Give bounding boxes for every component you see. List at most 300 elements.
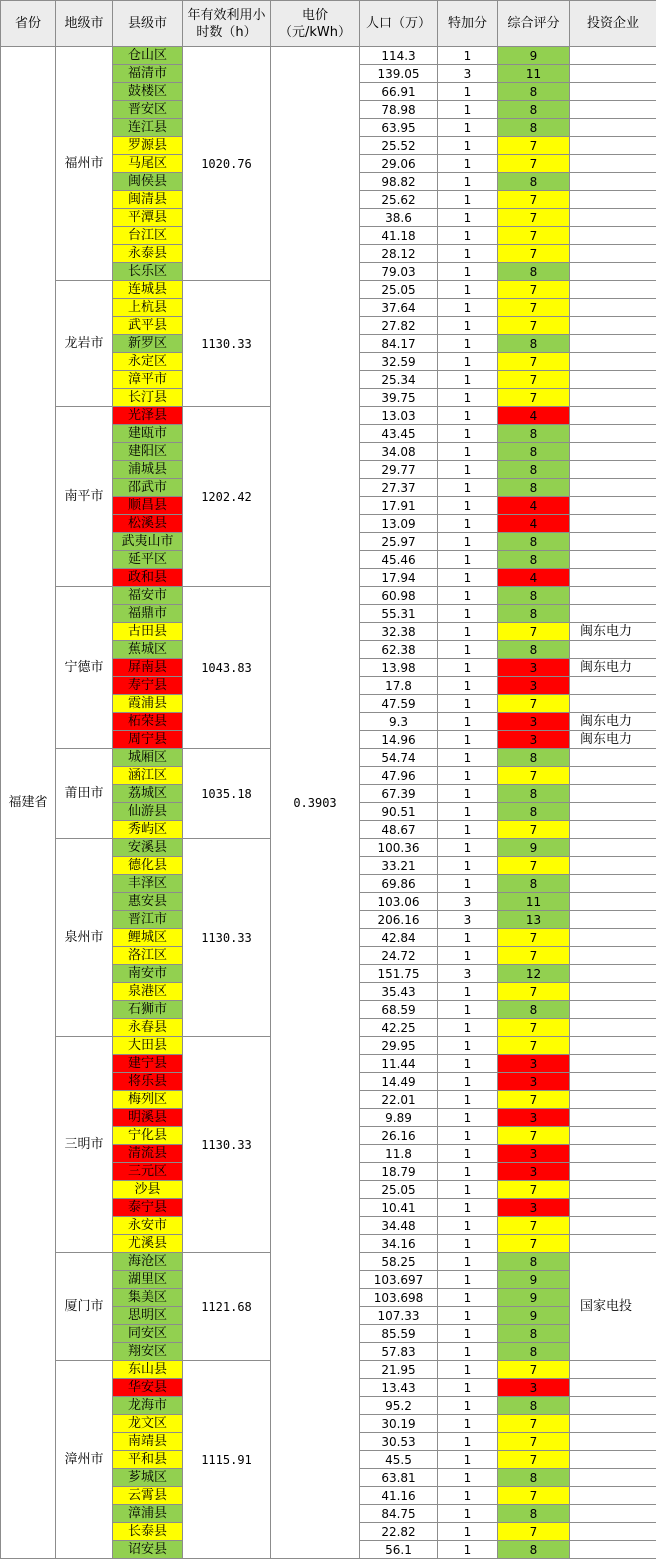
population-cell: 38.6 [360,209,438,227]
population-cell: 45.46 [360,551,438,569]
bonus-cell: 1 [438,1199,498,1217]
investor-cell [570,389,656,407]
population-cell: 58.25 [360,1253,438,1271]
county-cell: 云霄县 [113,1487,183,1505]
bonus-cell: 1 [438,1145,498,1163]
population-cell: 13.98 [360,659,438,677]
bonus-cell: 1 [438,857,498,875]
investor-cell [570,767,656,785]
score-cell: 3 [498,731,570,749]
investor-cell [570,965,656,983]
county-cell: 鲤城区 [113,929,183,947]
population-cell: 17.91 [360,497,438,515]
county-cell: 城厢区 [113,749,183,767]
population-cell: 11.8 [360,1145,438,1163]
investor-cell [570,875,656,893]
bonus-cell: 1 [438,569,498,587]
bonus-cell: 1 [438,497,498,515]
score-cell: 7 [498,767,570,785]
county-cell: 永泰县 [113,245,183,263]
county-cell: 惠安县 [113,893,183,911]
investor-cell [570,803,656,821]
score-cell: 8 [498,1253,570,1271]
score-cell: 7 [498,1019,570,1037]
population-cell: 32.38 [360,623,438,641]
city-cell: 厦门市 [56,1253,113,1361]
population-cell: 69.86 [360,875,438,893]
score-cell: 7 [498,1217,570,1235]
score-cell: 7 [498,623,570,641]
header-county: 县级市 [113,1,183,47]
bonus-cell: 1 [438,551,498,569]
county-cell: 闽侯县 [113,173,183,191]
county-cell: 漳浦县 [113,1505,183,1523]
bonus-cell: 1 [438,317,498,335]
investor-cell: 闽东电力 [570,713,656,731]
county-cell: 南靖县 [113,1433,183,1451]
score-cell: 8 [498,1541,570,1559]
county-cell: 古田县 [113,623,183,641]
population-cell: 30.19 [360,1415,438,1433]
bonus-cell: 1 [438,1379,498,1397]
bonus-cell: 1 [438,1163,498,1181]
bonus-cell: 1 [438,461,498,479]
population-cell: 37.64 [360,299,438,317]
hours-cell: 1130.33 [183,281,271,407]
score-cell: 8 [498,1001,570,1019]
score-cell: 7 [498,857,570,875]
population-cell: 14.96 [360,731,438,749]
population-cell: 24.72 [360,947,438,965]
population-cell: 34.08 [360,443,438,461]
score-cell: 4 [498,515,570,533]
investor-cell [570,1163,656,1181]
bonus-cell: 1 [438,101,498,119]
bonus-cell: 1 [438,749,498,767]
population-cell: 13.09 [360,515,438,533]
population-cell: 25.52 [360,137,438,155]
county-cell: 翔安区 [113,1343,183,1361]
population-cell: 29.95 [360,1037,438,1055]
population-cell: 22.01 [360,1091,438,1109]
bonus-cell: 1 [438,623,498,641]
investor-cell [570,839,656,857]
population-cell: 29.77 [360,461,438,479]
investor-cell: 国家电投 [570,1253,656,1361]
score-cell: 8 [498,785,570,803]
investor-cell [570,191,656,209]
population-cell: 47.59 [360,695,438,713]
investor-cell [570,1487,656,1505]
hours-cell: 1043.83 [183,587,271,749]
county-cell: 仓山区 [113,47,183,65]
bonus-cell: 1 [438,803,498,821]
bonus-cell: 1 [438,641,498,659]
header-row [1,1,656,47]
score-cell: 7 [498,227,570,245]
county-cell: 沙县 [113,1181,183,1199]
population-cell: 9.89 [360,1109,438,1127]
population-cell: 26.16 [360,1127,438,1145]
population-cell: 47.96 [360,767,438,785]
county-cell: 石狮市 [113,1001,183,1019]
bonus-cell: 1 [438,587,498,605]
bonus-cell: 1 [438,1037,498,1055]
investor-cell [570,317,656,335]
investor-cell [570,1055,656,1073]
county-cell: 华安县 [113,1379,183,1397]
investor-cell [570,1181,656,1199]
investor-cell [570,479,656,497]
header-investor: 投资企业 [570,1,656,47]
population-cell: 103.698 [360,1289,438,1307]
county-cell: 连城县 [113,281,183,299]
county-cell: 漳平市 [113,371,183,389]
population-cell: 100.36 [360,839,438,857]
score-cell: 7 [498,1037,570,1055]
county-cell: 三元区 [113,1163,183,1181]
investor-cell [570,947,656,965]
investor-cell [570,533,656,551]
investor-cell [570,371,656,389]
population-cell: 78.98 [360,101,438,119]
population-cell: 41.18 [360,227,438,245]
score-cell: 12 [498,965,570,983]
bonus-cell: 1 [438,659,498,677]
bonus-cell: 3 [438,911,498,929]
population-cell: 90.51 [360,803,438,821]
investor-cell [570,1523,656,1541]
investor-cell [570,497,656,515]
city-cell: 宁德市 [56,587,113,749]
investor-cell [570,119,656,137]
investor-cell [570,1505,656,1523]
bonus-cell: 1 [438,407,498,425]
score-cell: 4 [498,497,570,515]
population-cell: 85.59 [360,1325,438,1343]
score-cell: 3 [498,1199,570,1217]
city-cell: 漳州市 [56,1361,113,1559]
investor-cell [570,65,656,83]
score-cell: 7 [498,1235,570,1253]
population-cell: 13.43 [360,1379,438,1397]
county-cell: 屏南县 [113,659,183,677]
hours-cell: 1130.33 [183,1037,271,1253]
investor-cell [570,173,656,191]
bonus-cell: 1 [438,1469,498,1487]
county-cell: 尤溪县 [113,1235,183,1253]
county-cell: 大田县 [113,1037,183,1055]
score-cell: 7 [498,1415,570,1433]
investor-cell [570,443,656,461]
investor-cell [570,1127,656,1145]
population-cell: 60.98 [360,587,438,605]
score-cell: 8 [498,1397,570,1415]
score-cell: 7 [498,695,570,713]
bonus-cell: 1 [438,281,498,299]
population-cell: 25.05 [360,1181,438,1199]
bonus-cell: 1 [438,1505,498,1523]
score-cell: 7 [498,1181,570,1199]
score-cell: 3 [498,1145,570,1163]
population-cell: 139.05 [360,65,438,83]
hours-cell: 1202.42 [183,407,271,587]
investor-cell [570,587,656,605]
population-cell: 11.44 [360,1055,438,1073]
bonus-cell: 1 [438,1127,498,1145]
header-price: 电价（元/kWh） [271,1,360,47]
population-cell: 42.84 [360,929,438,947]
hours-cell: 1020.76 [183,47,271,281]
table-body [1,47,656,1559]
bonus-cell: 1 [438,1523,498,1541]
investor-cell [570,299,656,317]
header-hours: 年有效利用小时数（h） [183,1,271,47]
county-cell: 建宁县 [113,1055,183,1073]
header-population: 人口（万） [360,1,438,47]
investor-cell [570,641,656,659]
county-cell: 蕉城区 [113,641,183,659]
county-cell: 福安市 [113,587,183,605]
bonus-cell: 1 [438,983,498,1001]
bonus-cell: 1 [438,731,498,749]
score-cell: 7 [498,1487,570,1505]
population-cell: 45.5 [360,1451,438,1469]
population-cell: 67.39 [360,785,438,803]
score-cell: 7 [498,1091,570,1109]
bonus-cell: 1 [438,371,498,389]
bonus-cell: 1 [438,1109,498,1127]
score-cell: 9 [498,47,570,65]
investor-cell [570,1109,656,1127]
investor-cell [570,857,656,875]
county-cell: 上杭县 [113,299,183,317]
score-cell: 7 [498,299,570,317]
score-cell: 3 [498,659,570,677]
investor-cell [570,245,656,263]
county-cell: 同安区 [113,1325,183,1343]
score-cell: 3 [498,1379,570,1397]
population-cell: 107.33 [360,1307,438,1325]
population-cell: 103.06 [360,893,438,911]
investor-cell [570,101,656,119]
bonus-cell: 1 [438,533,498,551]
population-cell: 84.17 [360,335,438,353]
population-cell: 66.91 [360,83,438,101]
bonus-cell: 1 [438,929,498,947]
hours-cell: 1035.18 [183,749,271,839]
population-cell: 55.31 [360,605,438,623]
investor-cell [570,425,656,443]
county-cell: 福鼎市 [113,605,183,623]
score-cell: 7 [498,317,570,335]
investor-cell [570,47,656,65]
hours-cell: 1130.33 [183,839,271,1037]
province-cell: 福建省 [1,47,56,1559]
score-cell: 3 [498,1163,570,1181]
population-cell: 21.95 [360,1361,438,1379]
bonus-cell: 1 [438,1181,498,1199]
score-cell: 7 [498,1433,570,1451]
county-cell: 武夷山市 [113,533,183,551]
investor-cell: 闽东电力 [570,731,656,749]
score-cell: 9 [498,839,570,857]
county-cell: 闽清县 [113,191,183,209]
header-score: 综合评分 [498,1,570,47]
bonus-cell: 1 [438,1271,498,1289]
investor-cell [570,785,656,803]
population-cell: 17.8 [360,677,438,695]
county-cell: 诏安县 [113,1541,183,1559]
bonus-cell: 1 [438,1487,498,1505]
investor-cell [570,1433,656,1451]
county-cell: 罗源县 [113,137,183,155]
population-cell: 62.38 [360,641,438,659]
score-cell: 8 [498,83,570,101]
score-cell: 8 [498,1343,570,1361]
city-cell: 福州市 [56,47,113,281]
score-cell: 7 [498,1523,570,1541]
header-bonus: 特加分 [438,1,498,47]
population-cell: 98.82 [360,173,438,191]
investor-cell [570,1073,656,1091]
county-cell: 宁化县 [113,1127,183,1145]
investor-cell [570,983,656,1001]
population-cell: 57.83 [360,1343,438,1361]
bonus-cell: 1 [438,1073,498,1091]
bonus-cell: 1 [438,1001,498,1019]
bonus-cell: 1 [438,713,498,731]
bonus-cell: 1 [438,1253,498,1271]
investor-cell [570,209,656,227]
population-cell: 25.05 [360,281,438,299]
score-cell: 9 [498,1271,570,1289]
population-cell: 48.67 [360,821,438,839]
population-cell: 56.1 [360,1541,438,1559]
county-cell: 芗城区 [113,1469,183,1487]
investor-cell [570,353,656,371]
investor-cell [570,1451,656,1469]
county-cell: 安溪县 [113,839,183,857]
bonus-cell: 1 [438,839,498,857]
bonus-cell: 1 [438,245,498,263]
county-cell: 长乐区 [113,263,183,281]
city-cell: 龙岩市 [56,281,113,407]
investor-cell [570,281,656,299]
score-cell: 11 [498,65,570,83]
city-cell: 莆田市 [56,749,113,839]
population-cell: 63.95 [360,119,438,137]
county-cell: 集美区 [113,1289,183,1307]
investor-cell [570,677,656,695]
population-cell: 114.3 [360,47,438,65]
score-cell: 7 [498,281,570,299]
county-cell: 秀屿区 [113,821,183,839]
score-cell: 8 [498,425,570,443]
investor-cell [570,137,656,155]
investor-cell [570,911,656,929]
county-cell: 将乐县 [113,1073,183,1091]
population-cell: 25.62 [360,191,438,209]
county-cell: 仙游县 [113,803,183,821]
bonus-cell: 1 [438,785,498,803]
score-cell: 7 [498,389,570,407]
score-cell: 8 [498,587,570,605]
population-cell: 9.3 [360,713,438,731]
investor-cell [570,83,656,101]
score-cell: 8 [498,1505,570,1523]
population-cell: 25.97 [360,533,438,551]
score-cell: 7 [498,137,570,155]
bonus-cell: 1 [438,353,498,371]
investor-cell [570,1037,656,1055]
investor-cell [570,227,656,245]
investor-cell [570,1235,656,1253]
investor-cell [570,1541,656,1559]
population-cell: 27.37 [360,479,438,497]
header-province: 省份 [1,1,56,47]
score-cell: 7 [498,947,570,965]
investor-cell [570,1361,656,1379]
county-cell: 政和县 [113,569,183,587]
score-cell: 9 [498,1307,570,1325]
score-cell: 8 [498,173,570,191]
score-cell: 3 [498,713,570,731]
score-cell: 8 [498,1469,570,1487]
bonus-cell: 1 [438,875,498,893]
investor-cell [570,407,656,425]
population-cell: 28.12 [360,245,438,263]
bonus-cell: 1 [438,1397,498,1415]
investor-cell [570,1019,656,1037]
score-cell: 8 [498,119,570,137]
population-cell: 95.2 [360,1397,438,1415]
county-cell: 寿宁县 [113,677,183,695]
score-cell: 7 [498,983,570,1001]
county-cell: 马尾区 [113,155,183,173]
bonus-cell: 1 [438,191,498,209]
population-cell: 33.21 [360,857,438,875]
investor-cell [570,461,656,479]
bonus-cell: 1 [438,47,498,65]
county-cell: 霞浦县 [113,695,183,713]
bonus-cell: 3 [438,965,498,983]
population-cell: 10.41 [360,1199,438,1217]
population-cell: 43.45 [360,425,438,443]
population-cell: 41.16 [360,1487,438,1505]
investor-cell [570,749,656,767]
county-cell: 龙文区 [113,1415,183,1433]
score-cell: 7 [498,371,570,389]
score-cell: 8 [498,461,570,479]
score-cell: 7 [498,353,570,371]
score-cell: 8 [498,443,570,461]
county-cell: 长汀县 [113,389,183,407]
bonus-cell: 1 [438,155,498,173]
bonus-cell: 1 [438,1019,498,1037]
investor-cell [570,929,656,947]
bonus-cell: 1 [438,515,498,533]
bonus-cell: 1 [438,209,498,227]
population-cell: 27.82 [360,317,438,335]
bonus-cell: 1 [438,425,498,443]
bonus-cell: 1 [438,1433,498,1451]
bonus-cell: 1 [438,1091,498,1109]
score-cell: 8 [498,479,570,497]
investor-cell [570,1415,656,1433]
county-cell: 建阳区 [113,443,183,461]
city-cell: 南平市 [56,407,113,587]
